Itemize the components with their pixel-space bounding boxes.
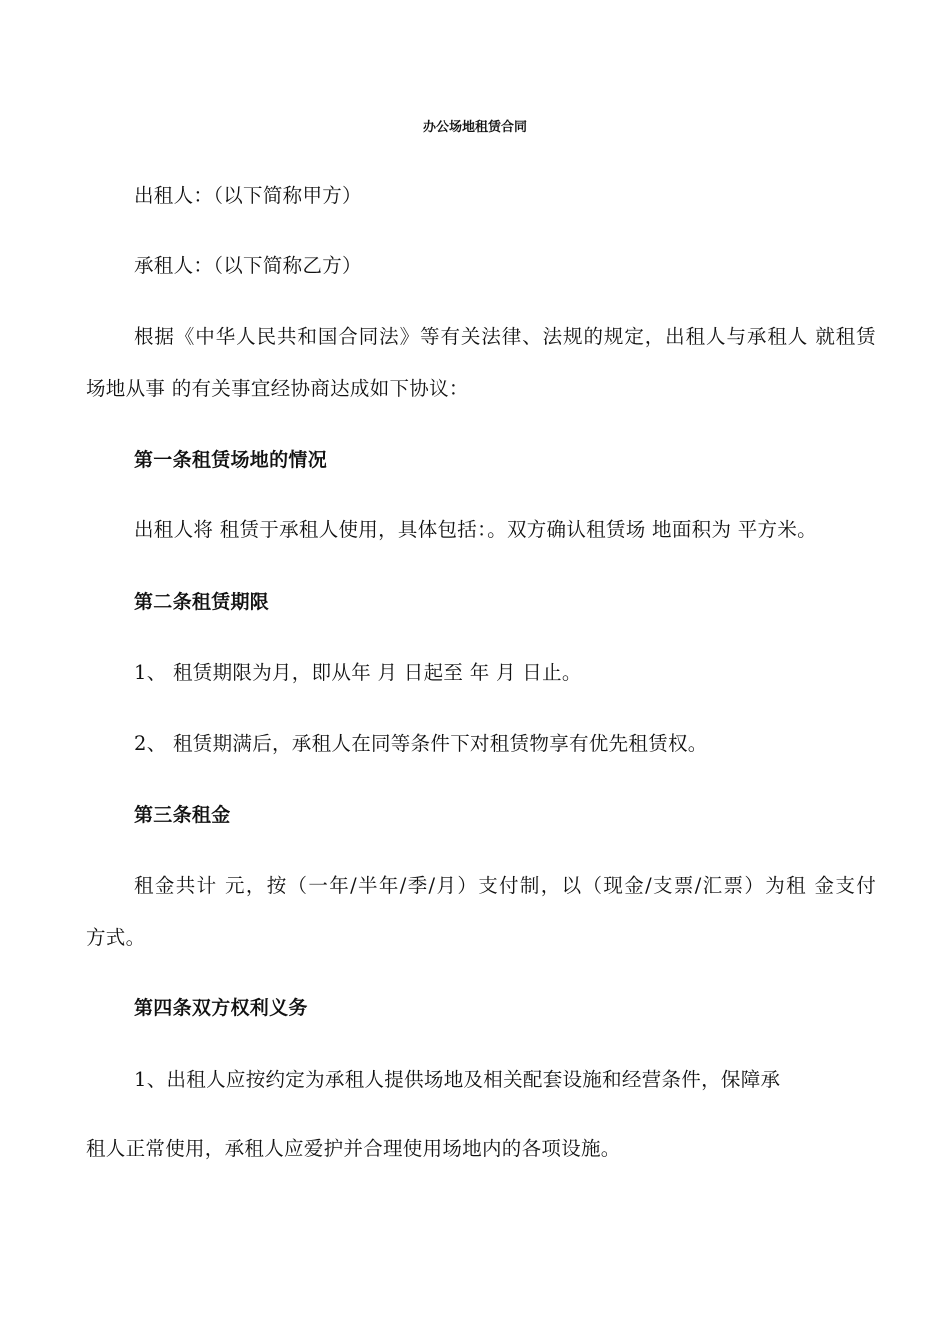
article-4-heading: 第四条双方权利义务	[134, 997, 308, 1019]
article-2-item-1: 1、 租赁期限为月，即从年 月 日起至 年 月 日止。	[134, 661, 582, 684]
lessee-line: 承租人：（以下简称乙方）	[134, 254, 362, 277]
article-3-heading: 第三条租金	[134, 804, 231, 826]
article-1-text: 出租人将 租赁于承租人使用，具体包括：。双方确认租赁场 地面积为 平方米。	[134, 518, 817, 541]
article-1-heading: 第一条租赁场地的情况	[134, 449, 328, 471]
article-4-item-1-line-2: 租人正常使用，承租人应爱护并合理使用场地内的各项设施。	[86, 1137, 621, 1160]
article-3-line-2: 方式。	[86, 926, 146, 949]
document-title: 办公场地租赁合同	[422, 120, 527, 135]
article-2-heading: 第二条租赁期限	[134, 591, 270, 613]
lessor-line: 出租人：（以下简称甲方）	[134, 184, 362, 207]
article-2-item-2: 2、 租赁期满后，承租人在同等条件下对租赁物享有优先租赁权。	[134, 732, 708, 755]
preamble-line-1: 根据《中华人民共和国合同法》等有关法律、法规的规定，出租人与承租人 就租赁	[134, 325, 876, 348]
article-3-line-1: 租金共计 元，按（一年/半年/季/月）支付制，以（现金/支票/汇票）为租 金支付	[134, 874, 876, 897]
preamble-line-2: 场地从事 的有关事宜经协商达成如下协议：	[86, 377, 469, 400]
article-4-item-1-line-1: 1、出租人应按约定为承租人提供场地及相关配套设施和经营条件，保障承	[134, 1068, 781, 1091]
